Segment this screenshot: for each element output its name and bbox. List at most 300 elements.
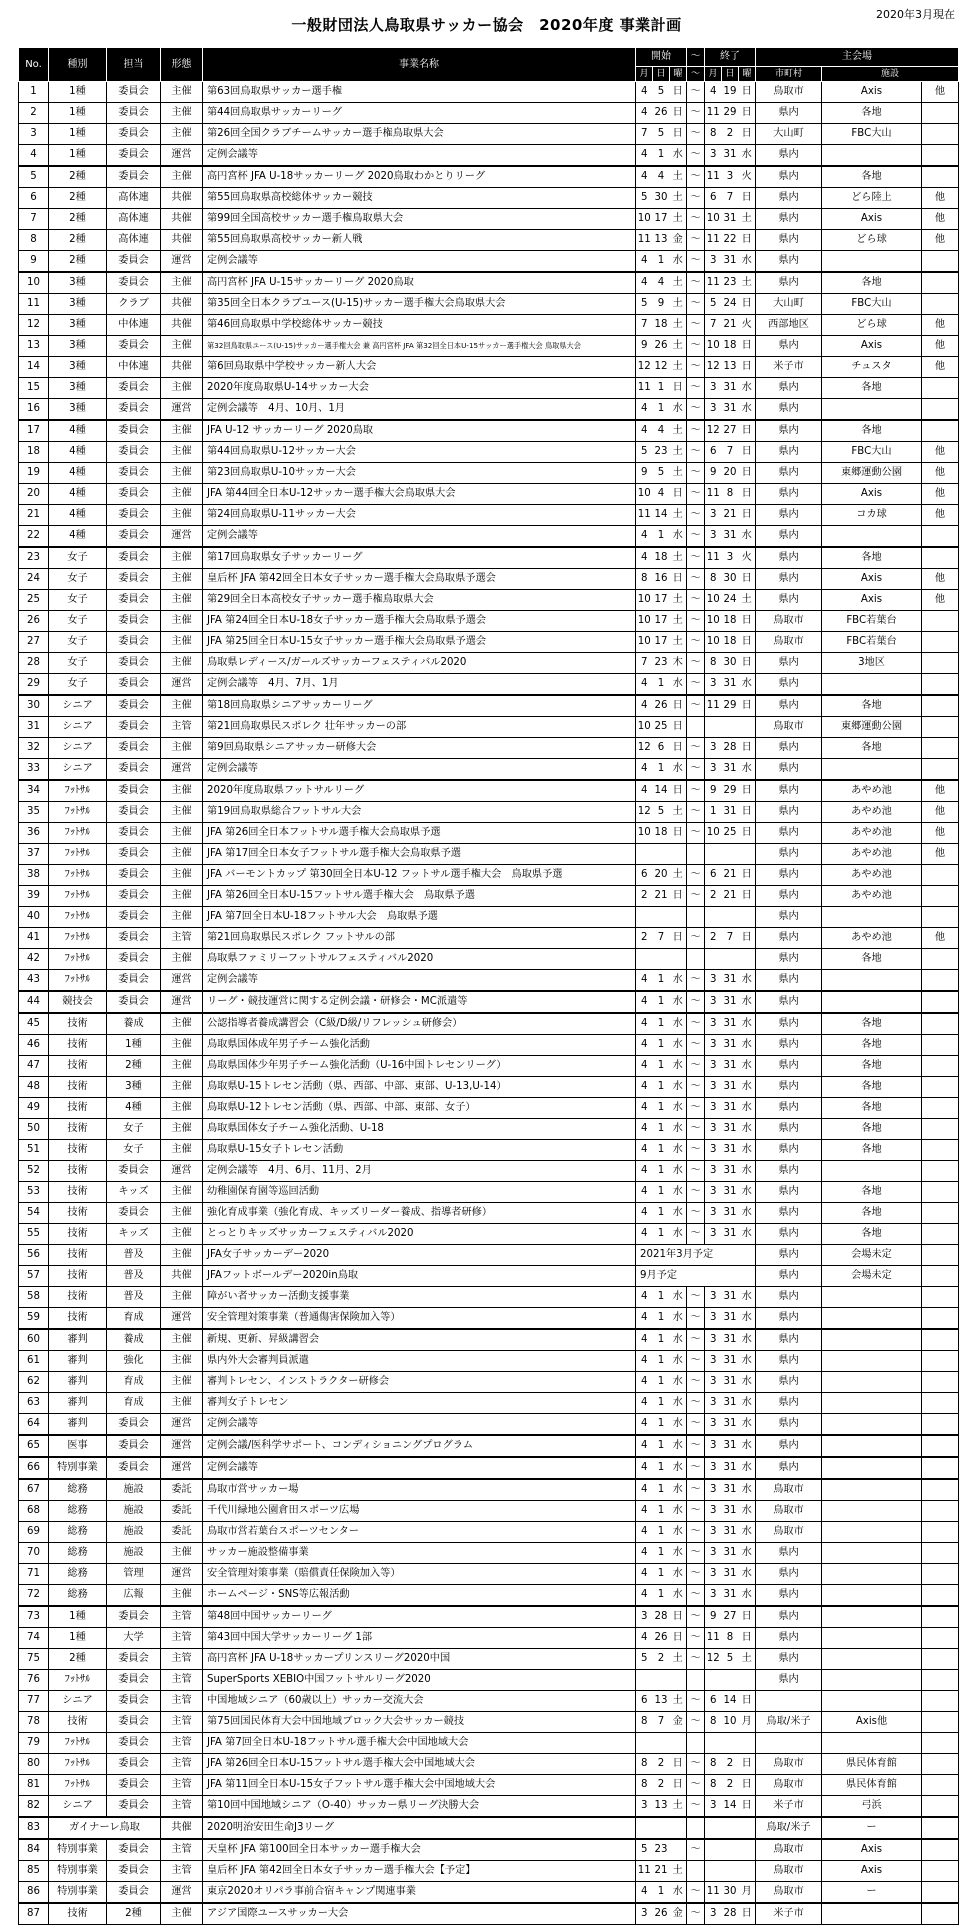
table-row	[19, 1712, 959, 1733]
row-facility	[822, 1691, 922, 1712]
row-end-day: 31	[722, 1457, 739, 1479]
row-end-weekday: 水	[739, 526, 756, 548]
row-start-day	[653, 949, 670, 970]
row-tilde: ～	[687, 547, 705, 569]
row-name: JFA 第26回全日本U-15フットサル選手権大会 鳥取県予選	[203, 886, 636, 907]
table-row	[19, 611, 959, 632]
row-facility: あやめ池	[822, 886, 922, 907]
row-end-day: 31	[722, 1414, 739, 1436]
row-name: JFA 第26回全日本フットサル選手権大会鳥取県予選	[203, 823, 636, 844]
row-city: 県内	[756, 844, 822, 865]
row-charge: 委員会	[107, 759, 161, 781]
row-charge: 高体連	[107, 209, 161, 230]
row-start-day: 2	[653, 1754, 670, 1775]
row-no: 26	[19, 611, 49, 632]
row-facility: 各地	[822, 695, 922, 717]
row-start-day: 23	[653, 1839, 670, 1861]
row-end-day: 27	[722, 420, 739, 442]
row-no: 22	[19, 526, 49, 548]
row-end-weekday: 火	[739, 315, 756, 336]
row-name: JFA U-12 サッカーリーグ 2020鳥取	[203, 420, 636, 442]
row-end-weekday: 土	[739, 209, 756, 230]
row-category: 総務	[49, 1564, 107, 1585]
row-start-day	[653, 1670, 670, 1691]
row-charge: 2種	[107, 1903, 161, 1925]
row-end-day: 31	[722, 378, 739, 399]
row-end-month: 12	[705, 1649, 722, 1670]
row-facility-extra	[922, 272, 959, 294]
row-start-weekday	[670, 949, 687, 970]
row-start-weekday: 木	[670, 653, 687, 674]
row-facility	[822, 907, 922, 928]
row-start-day: 13	[653, 230, 670, 251]
row-start-day: 17	[653, 611, 670, 632]
row-start-weekday: 日	[670, 1606, 687, 1628]
row-name: とっとりキッズサッカーフェスティバル2020	[203, 1224, 636, 1245]
row-city: 鳥取市	[756, 1479, 822, 1501]
row-facility: あやめ池	[822, 780, 922, 802]
table-row	[19, 1013, 959, 1035]
row-category: 技術	[49, 1056, 107, 1077]
row-facility-extra	[922, 1245, 959, 1266]
row-form: 運営	[161, 674, 203, 696]
row-no: 11	[19, 294, 49, 315]
row-category: 2種	[49, 230, 107, 251]
row-category: 技術	[49, 1098, 107, 1119]
row-facility-extra	[922, 611, 959, 632]
row-charge: 委員会	[107, 103, 161, 124]
table-row	[19, 1308, 959, 1330]
row-form: 主催	[161, 695, 203, 717]
row-facility-extra	[922, 1479, 959, 1501]
table-row	[19, 336, 959, 357]
row-category: シニア	[49, 1796, 107, 1818]
row-no: 47	[19, 1056, 49, 1077]
row-name: 皇后杯 JFA 第42回全日本女子サッカー選手権大会【予定】	[203, 1861, 636, 1882]
row-start-day: 1	[653, 1564, 670, 1585]
row-category: 1種	[49, 124, 107, 145]
row-tilde: ～	[687, 315, 705, 336]
row-charge: 委員会	[107, 484, 161, 505]
row-start-day: 1	[653, 1329, 670, 1351]
table-row	[19, 674, 959, 696]
row-end-day: 31	[722, 1161, 739, 1182]
row-facility-extra: 他	[922, 505, 959, 526]
row-facility: 会場未定	[822, 1266, 922, 1287]
row-start-day	[653, 1817, 670, 1839]
row-tilde: ～	[687, 1649, 705, 1670]
row-form: 主催	[161, 653, 203, 674]
row-charge: 高体連	[107, 188, 161, 209]
row-form: 運営	[161, 1882, 203, 1904]
row-charge: 委員会	[107, 780, 161, 802]
row-start-month: 8	[636, 569, 653, 590]
row-charge: 委員会	[107, 547, 161, 569]
row-end-month: 3	[705, 1098, 722, 1119]
table-row	[19, 1140, 959, 1161]
row-no: 84	[19, 1839, 49, 1861]
row-start-day	[653, 844, 670, 865]
row-facility-extra	[922, 526, 959, 548]
row-start-weekday: 日	[670, 886, 687, 907]
row-facility-extra: 他	[922, 844, 959, 865]
row-facility-extra	[922, 420, 959, 442]
row-facility-extra	[922, 1224, 959, 1245]
row-facility-extra: 他	[922, 82, 959, 103]
row-facility: 各地	[822, 1203, 922, 1224]
row-end-month: 10	[705, 823, 722, 844]
row-charge: 強化	[107, 1351, 161, 1372]
row-tilde: ～	[687, 569, 705, 590]
row-tilde: ～	[687, 1119, 705, 1140]
row-tilde: ～	[687, 1775, 705, 1796]
row-facility: Axis	[822, 569, 922, 590]
table-body	[19, 82, 959, 1925]
row-end-day: 8	[722, 1628, 739, 1649]
row-facility	[822, 1606, 922, 1628]
row-no: 85	[19, 1861, 49, 1882]
row-form: 主催	[161, 738, 203, 759]
row-start-day: 1	[653, 1351, 670, 1372]
row-start-day: 20	[653, 865, 670, 886]
row-no: 67	[19, 1479, 49, 1501]
table-row	[19, 272, 959, 294]
row-start-month: 4	[636, 1182, 653, 1203]
row-start-day: 7	[653, 1712, 670, 1733]
row-name: 鳥取県国体成年男子チーム強化活動	[203, 1035, 636, 1056]
table-row	[19, 420, 959, 442]
row-name: ホームページ・SNS等広報活動	[203, 1585, 636, 1607]
row-start-weekday: 水	[670, 1287, 687, 1308]
row-no: 73	[19, 1606, 49, 1628]
row-facility-extra	[922, 1522, 959, 1543]
row-start-month: 11	[636, 505, 653, 526]
row-tilde: ～	[687, 166, 705, 188]
row-start-day: 5	[653, 124, 670, 145]
row-no: 46	[19, 1035, 49, 1056]
row-tilde	[687, 1733, 705, 1754]
row-category: ﾌｯﾄｻﾙ	[49, 823, 107, 844]
row-category: シニア	[49, 738, 107, 759]
row-category: 技術	[49, 1712, 107, 1733]
row-start-day: 26	[653, 1628, 670, 1649]
row-start-weekday: 水	[670, 1140, 687, 1161]
row-charge: 委員会	[107, 145, 161, 167]
row-charge: 4種	[107, 1098, 161, 1119]
table-row	[19, 1903, 959, 1925]
row-category: 技術	[49, 1287, 107, 1308]
row-facility	[822, 1457, 922, 1479]
row-end-day: 23	[722, 272, 739, 294]
row-category: 4種	[49, 484, 107, 505]
row-facility-extra	[922, 1056, 959, 1077]
table-row	[19, 1287, 959, 1308]
row-start-weekday: 日	[670, 82, 687, 103]
row-city: 県内	[756, 780, 822, 802]
row-start-day: 17	[653, 209, 670, 230]
row-facility-extra	[922, 1077, 959, 1098]
row-category: ﾌｯﾄｻﾙ	[49, 886, 107, 907]
row-start-day	[653, 907, 670, 928]
row-city: 県内	[756, 1308, 822, 1330]
row-start-day: 1	[653, 251, 670, 273]
row-end-month: 6	[705, 188, 722, 209]
row-end-month	[705, 1670, 722, 1691]
row-city: 県内	[756, 526, 822, 548]
header-category: 種別	[49, 48, 107, 82]
row-name: 高円宮杯 JFA U-18サッカープリンスリーグ2020中国	[203, 1649, 636, 1670]
row-end-month: 5	[705, 294, 722, 315]
row-end-weekday: 水	[739, 1329, 756, 1351]
row-start-month: 6	[636, 865, 653, 886]
row-end-day: 21	[722, 865, 739, 886]
row-start-weekday: 水	[670, 674, 687, 696]
row-name: 千代川緑地公園倉田スポーツ広場	[203, 1501, 636, 1522]
row-name: サッカー施設整備事業	[203, 1543, 636, 1564]
row-end-weekday: 日	[739, 886, 756, 907]
row-period: 9月予定	[636, 1266, 756, 1287]
table-row	[19, 1372, 959, 1393]
row-no: 71	[19, 1564, 49, 1585]
row-facility: 各地	[822, 1224, 922, 1245]
row-no: 32	[19, 738, 49, 759]
row-form: 主催	[161, 1351, 203, 1372]
row-charge: 委員会	[107, 1882, 161, 1904]
row-facility	[822, 1479, 922, 1501]
row-end-month	[705, 717, 722, 738]
row-name: SuperSports XEBIO中国フットサルリーグ2020	[203, 1670, 636, 1691]
row-facility: 会場未定	[822, 1245, 922, 1266]
row-start-day: 1	[653, 526, 670, 548]
row-facility-extra	[922, 886, 959, 907]
row-end-weekday: 水	[739, 1564, 756, 1585]
row-facility: 各地	[822, 378, 922, 399]
row-city: 県内	[756, 1161, 822, 1182]
row-form: 主催	[161, 1098, 203, 1119]
row-end-day: 31	[722, 1435, 739, 1457]
table-row	[19, 1501, 959, 1522]
row-category: 女子	[49, 611, 107, 632]
table-row	[19, 759, 959, 781]
row-category: 3種	[49, 336, 107, 357]
row-start-day: 26	[653, 695, 670, 717]
row-end-month: 11	[705, 103, 722, 124]
row-name: 定例会議等	[203, 145, 636, 167]
row-facility	[822, 1287, 922, 1308]
row-charge: 委員会	[107, 844, 161, 865]
row-start-weekday: 水	[670, 145, 687, 167]
row-end-weekday	[739, 1733, 756, 1754]
row-city: 県内	[756, 928, 822, 949]
row-end-month: 11	[705, 166, 722, 188]
row-charge: 委員会	[107, 1754, 161, 1775]
row-facility: 各地	[822, 547, 922, 569]
row-no: 7	[19, 209, 49, 230]
row-end-day: 31	[722, 1585, 739, 1607]
row-category: 4種	[49, 420, 107, 442]
row-name: 2020年度鳥取県フットサルリーグ	[203, 780, 636, 802]
row-tilde: ～	[687, 759, 705, 781]
row-city: 県内	[756, 674, 822, 696]
row-name: 2020明治安田生命J3リーグ	[203, 1817, 636, 1839]
row-end-weekday: 日	[739, 82, 756, 103]
row-name: 定例会議等	[203, 970, 636, 992]
row-start-weekday: 日	[670, 569, 687, 590]
row-no: 53	[19, 1182, 49, 1203]
row-name: 第24回鳥取県U-11サッカー大会	[203, 505, 636, 526]
row-charge: 広報	[107, 1585, 161, 1607]
row-charge: 委員会	[107, 611, 161, 632]
row-end-weekday: 日	[739, 1606, 756, 1628]
row-form: 主催	[161, 1013, 203, 1035]
table-row	[19, 209, 959, 230]
row-facility: あやめ池	[822, 928, 922, 949]
row-start-day: 4	[653, 166, 670, 188]
row-category: 特別事業	[49, 1882, 107, 1904]
row-end-month	[705, 949, 722, 970]
row-form: 主催	[161, 907, 203, 928]
row-facility-extra	[922, 1628, 959, 1649]
row-form: 主催	[161, 1585, 203, 1607]
row-city: 県内	[756, 1266, 822, 1287]
row-end-month: 3	[705, 1796, 722, 1818]
header-row	[19, 48, 959, 67]
row-start-day: 6	[653, 738, 670, 759]
row-no: 14	[19, 357, 49, 378]
row-no: 33	[19, 759, 49, 781]
row-start-day: 13	[653, 1691, 670, 1712]
row-start-weekday: 日	[670, 823, 687, 844]
row-end-weekday	[739, 949, 756, 970]
row-start-weekday: 水	[670, 759, 687, 781]
row-city: 県内	[756, 802, 822, 823]
row-start-month: 4	[636, 103, 653, 124]
table-row	[19, 315, 959, 336]
row-facility: 各地	[822, 420, 922, 442]
row-end-day: 25	[722, 823, 739, 844]
row-no: 79	[19, 1733, 49, 1754]
row-start-weekday: 水	[670, 1119, 687, 1140]
row-no: 75	[19, 1649, 49, 1670]
row-facility-extra: 他	[922, 463, 959, 484]
row-city: 鳥取市	[756, 1775, 822, 1796]
row-category: ﾌｯﾄｻﾙ	[49, 1754, 107, 1775]
row-end-day: 30	[722, 1882, 739, 1904]
row-name: JFA 第25回全日本U-15女子サッカー選手権大会鳥取県予選会	[203, 632, 636, 653]
row-facility-extra: 他	[922, 802, 959, 823]
row-end-month: 8	[705, 1754, 722, 1775]
row-name: 第21回鳥取県民スポレク フットサルの部	[203, 928, 636, 949]
row-facility: FBC大山	[822, 442, 922, 463]
row-start-month: 4	[636, 272, 653, 294]
row-start-month: 3	[636, 1903, 653, 1925]
row-end-month: 8	[705, 1775, 722, 1796]
row-charge: 委員会	[107, 928, 161, 949]
row-start-weekday: 水	[670, 1351, 687, 1372]
row-facility: 各地	[822, 166, 922, 188]
row-start-day	[653, 1733, 670, 1754]
row-start-weekday: 水	[670, 1479, 687, 1501]
row-city: 県内	[756, 1435, 822, 1457]
row-category: 女子	[49, 547, 107, 569]
row-no: 25	[19, 590, 49, 611]
row-no: 42	[19, 949, 49, 970]
row-start-weekday: 日	[670, 103, 687, 124]
row-facility-extra	[922, 1308, 959, 1330]
row-start-weekday: 水	[670, 1203, 687, 1224]
row-form: 主催	[161, 1245, 203, 1266]
row-tilde: ～	[687, 103, 705, 124]
row-facility-extra: 他	[922, 484, 959, 505]
row-end-weekday: 水	[739, 1224, 756, 1245]
row-name: 第75回国民体育大会中国地域ブロック大会サッカー競技	[203, 1712, 636, 1733]
row-facility-extra: 他	[922, 315, 959, 336]
row-no: 65	[19, 1435, 49, 1457]
row-start-weekday: 水	[670, 1435, 687, 1457]
row-city: 県内	[756, 463, 822, 484]
row-end-month: 3	[705, 1224, 722, 1245]
row-no: 24	[19, 569, 49, 590]
row-city: 県内	[756, 336, 822, 357]
row-tilde: ～	[687, 1077, 705, 1098]
row-start-weekday: 水	[670, 1056, 687, 1077]
row-facility	[822, 1670, 922, 1691]
row-no: 52	[19, 1161, 49, 1182]
row-facility: Axis	[822, 209, 922, 230]
row-facility: 県民体育館	[822, 1775, 922, 1796]
row-end-month: 3	[705, 1182, 722, 1203]
row-end-month: 6	[705, 1691, 722, 1712]
row-start-day: 1	[653, 1543, 670, 1564]
row-end-day: 10	[722, 1712, 739, 1733]
row-start-day: 26	[653, 1903, 670, 1925]
row-end-month: 6	[705, 865, 722, 886]
row-start-month: 10	[636, 823, 653, 844]
row-start-month: 4	[636, 251, 653, 273]
row-category: 総務	[49, 1479, 107, 1501]
table-row	[19, 82, 959, 103]
row-start-weekday: 水	[670, 1393, 687, 1414]
row-end-month: 3	[705, 251, 722, 273]
row-start-month: 4	[636, 1501, 653, 1522]
row-end-day	[722, 1839, 739, 1861]
as-of-date: 2020年3月現在	[876, 8, 955, 21]
row-end-day: 31	[722, 1140, 739, 1161]
row-end-month	[705, 1817, 722, 1839]
row-end-weekday	[739, 1817, 756, 1839]
row-tilde: ～	[687, 1414, 705, 1436]
row-end-weekday	[739, 844, 756, 865]
row-end-month: 3	[705, 1435, 722, 1457]
row-category: 技術	[49, 1140, 107, 1161]
row-end-month: 3	[705, 1056, 722, 1077]
row-no: 60	[19, 1329, 49, 1351]
row-facility-extra	[922, 1266, 959, 1287]
row-start-month: 4	[636, 1329, 653, 1351]
row-tilde	[687, 907, 705, 928]
row-tilde: ～	[687, 1628, 705, 1649]
row-charge: 委員会	[107, 399, 161, 421]
row-no: 63	[19, 1393, 49, 1414]
row-start-month: 5	[636, 1839, 653, 1861]
row-facility	[822, 1564, 922, 1585]
row-city: 県内	[756, 103, 822, 124]
row-end-weekday: 土	[739, 1649, 756, 1670]
row-charge: 中体連	[107, 315, 161, 336]
row-tilde: ～	[687, 1013, 705, 1035]
row-name: 定例会議等	[203, 759, 636, 781]
row-no: 38	[19, 865, 49, 886]
